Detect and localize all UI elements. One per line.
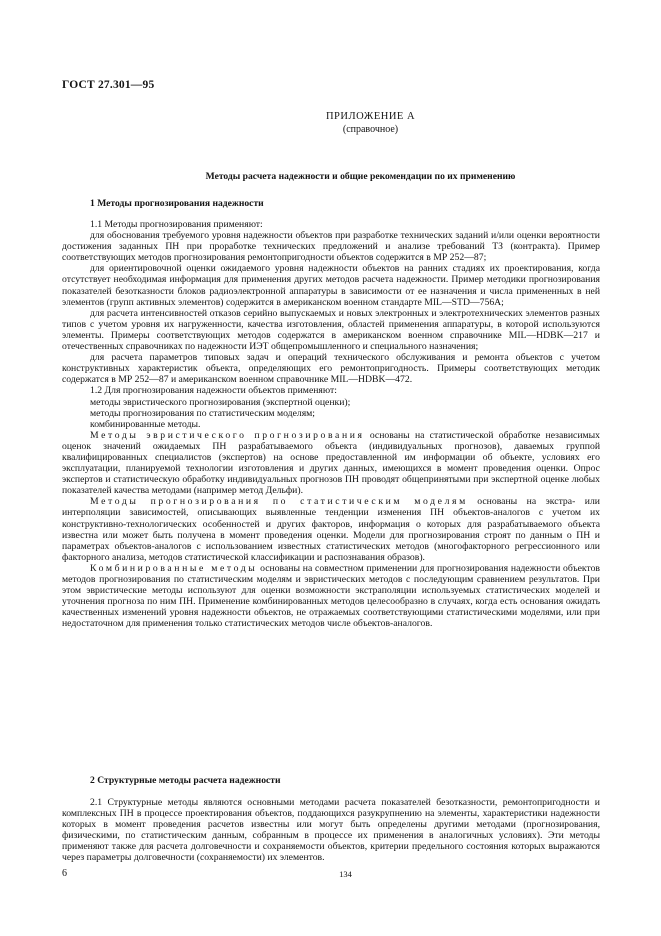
paragraph: для расчета параметров типовых задач и операций технического обслуживания и ремонта объектов с учетом конструктивных характеристик объекта, определяющих его ремонтопригодность. Примеры соответствующих методик содержатся в МР 252—87 и американском военном справочнике MIL—HDBK—472. [62, 352, 600, 386]
section-1-body [62, 219, 600, 629]
main-title: Методы расчета надежности и общие рекомендации по их применению [205, 171, 516, 182]
paragraph [62, 496, 600, 563]
paragraph-text: основаны на совместном применении для прогнозирования надежности объектов методов прогнозирования по статистическим моделям и эвристических методов с последующим сравнением результатов. При этом эвристические методы используют для оценки возможности экстраполяции используемых статистических моделей и уточнения прогноза по ним ПН. Применение комбинированных методов целесообразно в случаях, когда есть основания ожидать качественных изменений уровня надежности объектов, не отражаемых соответствующими статистическими моделями, или при недостаточном для применения только статистических методов числе объектов-аналогов. [62, 562, 600, 630]
paragraph: для ориентировочной оценки ожидаемого уровня надежности объектов на ранних стадиях их проектирования, когда отсутствует необходимая информация для применения других методов расчета надежности. Пример методики прогнозирования показателей безотказности блоков радиоэлектронной аппаратуры в зависимости от ее назначения и числа примененных в ней элементов (групп активных элементов) содержится в американском военном стандарте MIL—STD—756A; [62, 263, 600, 308]
section-2-title: 2 Структурные методы расчета надежности [90, 775, 281, 786]
paragraph: для расчета интенсивностей отказов серийно выпускаемых и новых электронных и электротехнических элементов разных типов с учетом уровня их нагруженности, качества изготовления, областей применения аппаратуры, в которой используются элементы. Примеры соответствующих методов содержатся в американском военном справочнике MIL—HDBK—217 и отечественных справочниках по надежности ИЭТ общепромышленного и специального назначения; [62, 307, 600, 353]
page-number-left: 6 [62, 868, 67, 879]
paragraph-text: основаны на статистической обработке независимых оценок значений ожидаемых ПН разрабатываемого объекта (индивидуальных прогнозов), даваемых группой квалифицированных специалистов (экспертов) на основе предоставленной им информации об объекте, условиях его эксплуатации, планируемой технологии изготовления и других данных, имеющихся в момент проведения оценки. Опрос экспертов и статистическую обработку индивидуальных прогнозов ПН проводят общепринятыми при экспертной оценке любых показателей качества методами (например метод Дельфи). [62, 429, 600, 497]
paragraph: методы прогнозирования по статистическим моделям; [90, 407, 316, 419]
section-1-title: 1 Методы прогнозирования надежности [90, 198, 264, 209]
paragraph: 1.1 Методы прогнозирования применяют: [90, 219, 263, 230]
paragraph: для обоснования требуемого уровня надежности объектов при разработке технических заданий и/или оценки вероятности достижения заданных ПН при проработке технических предложений и анализе требований ТЗ (контракта). Пример соответствующих методов прогнозирования ремонтопригодности объектов содержится в МР 252—87; [62, 230, 600, 264]
page-number-center: 134 [339, 869, 352, 879]
paragraph [62, 563, 600, 630]
spaced-term: Методы эвристического прогнозирования [90, 429, 365, 441]
appendix-title: ПРИЛОЖЕНИЕ А [325, 111, 416, 122]
appendix-subtitle: (справочное) [342, 124, 399, 135]
spaced-term: Комбинированные методы [90, 562, 258, 574]
section-2-body [62, 797, 600, 864]
paragraph: 2.1 Структурные методы являются основными методами расчета показателей безотказности, ремонтопригодности и комплексных ПН в процессе проектирования объектов, поддающихся разукрупнению на элементы, характеристики надежности которых в момент проведения расчетов известны или могут быть определены другими методами (прогнозирования, физическими, по статистическим данным, собранным в процессе их применения в аналогичных условиях). Эти методы применяют также для расчета долговечности и сохраняемости объектов, критерии предельного состояния которых выражаются через параметры долговечности (сохраняемости) их элементов. [62, 797, 600, 864]
paragraph: 1.2 Для прогнозирования надежности объектов применяют: [90, 385, 337, 397]
paragraph: методы эвристического прогнозирования (экспертной оценки); [90, 396, 351, 408]
paragraph: комбинированные методы. [90, 418, 201, 430]
standard-header: ГОСТ 27.301—95 [62, 79, 155, 91]
paragraph [62, 430, 600, 497]
paragraph-text: основаны на экстра- или интерполяции зависимостей, описывающих выявленные тенденции изменения ПН объектов-аналогов с учетом их конструктивно-технологических особенностей и других факторов, информация о которых для разрабатываемого объекта известна или может быть получена в момент проведения оценки. Модели для прогнозирования строят по данным о ПН и параметрах объектов-аналогов с использованием известных статистических методов (многофакторного регрессионного или факторного анализа, методов статистической классификации и распознавания образов). [62, 496, 600, 563]
spaced-term: Методы прогнозирования по статистическим моделям [90, 496, 468, 508]
